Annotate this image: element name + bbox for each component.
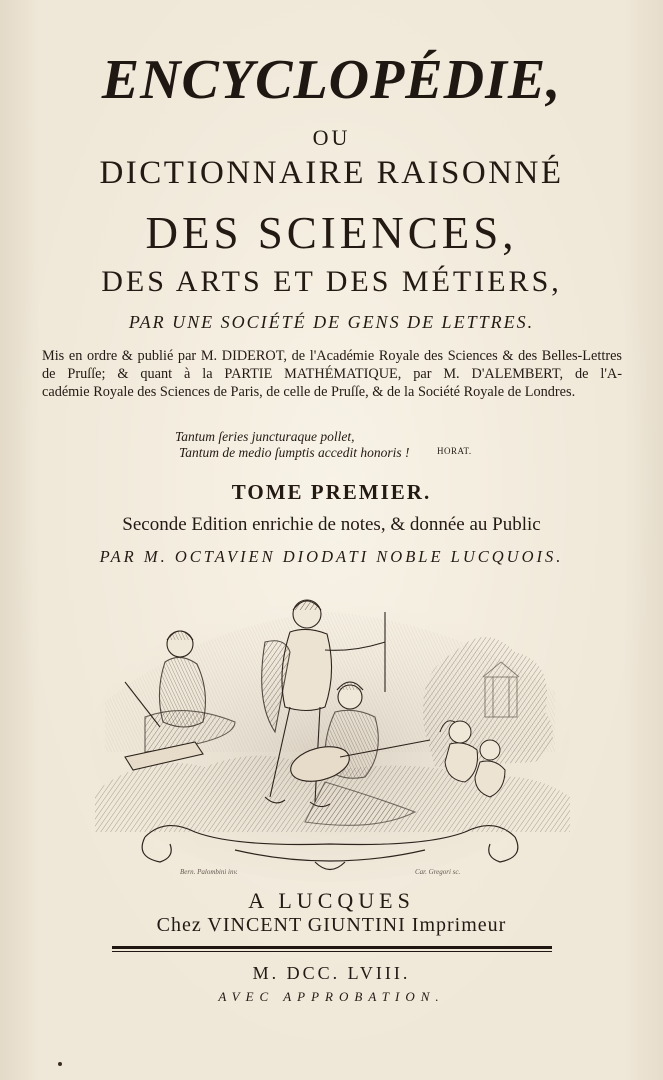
volume-label: TOME PREMIER.: [231, 480, 432, 504]
epigraph-line: Tantum ſeries juncturaque pollet,: [175, 429, 355, 444]
epigraph-author: HORAT.: [437, 446, 472, 456]
paper-speck: [58, 1062, 62, 1066]
frontispiece-engraving-icon: [85, 582, 575, 882]
epigraph-line: Tantum de medio ſumptis accedit honoris !: [179, 445, 410, 460]
book-title: ENCYCLOPÉDIE,: [101, 49, 562, 111]
subtitle-sciences: DES SCIENCES,: [145, 208, 518, 258]
editors-line: de Pruſſe; & quant à la PARTIE MATHÉMATIQUE, par M. D'ALEMBERT, de l'A-: [42, 366, 622, 382]
imprint-year: M. DCC. LVIII.: [252, 963, 411, 983]
editors-line: cadémie Royale des Sciences de Paris, de celle de Pruſſe, & de la Société Royale de Londres.: [42, 384, 576, 400]
editor-credit: PAR M. OCTAVIEN DIODATI NOBLE LUCQUOIS.: [99, 547, 564, 566]
imprint-printer: Chez VINCENT GIUNTINI Imprimeur: [156, 914, 507, 936]
svg-text:Bern. Palombini inv.: Bern. Palombini inv.: [180, 868, 238, 876]
approbation-line: AVEC APPROBATION.: [218, 989, 445, 1004]
epigraph: [175, 429, 410, 461]
editors-line: Mis en ordre & publié par M. DIDEROT, de l'Académie Royale des Sciences & des Belles-Lettres: [42, 348, 622, 364]
imprint-place: A LUCQUES: [248, 888, 415, 913]
title-conjunction: OU: [312, 125, 351, 150]
double-rule-thin: [112, 951, 552, 952]
subtitle-dictionnaire: DICTIONNAIRE RAISONNÉ: [99, 155, 564, 191]
authorship-line: PAR UNE SOCIÉTÉ DE GENS DE LETTRES.: [128, 312, 535, 332]
double-rule: [112, 946, 552, 949]
editors-paragraph: [42, 347, 622, 401]
svg-text:Car. Gregori sc.: Car. Gregori sc.: [415, 868, 461, 876]
subtitle-arts: DES ARTS ET DES MÉTIERS,: [101, 265, 562, 298]
edition-note: Seconde Edition enrichie de notes, & donnée au Public: [122, 514, 541, 535]
